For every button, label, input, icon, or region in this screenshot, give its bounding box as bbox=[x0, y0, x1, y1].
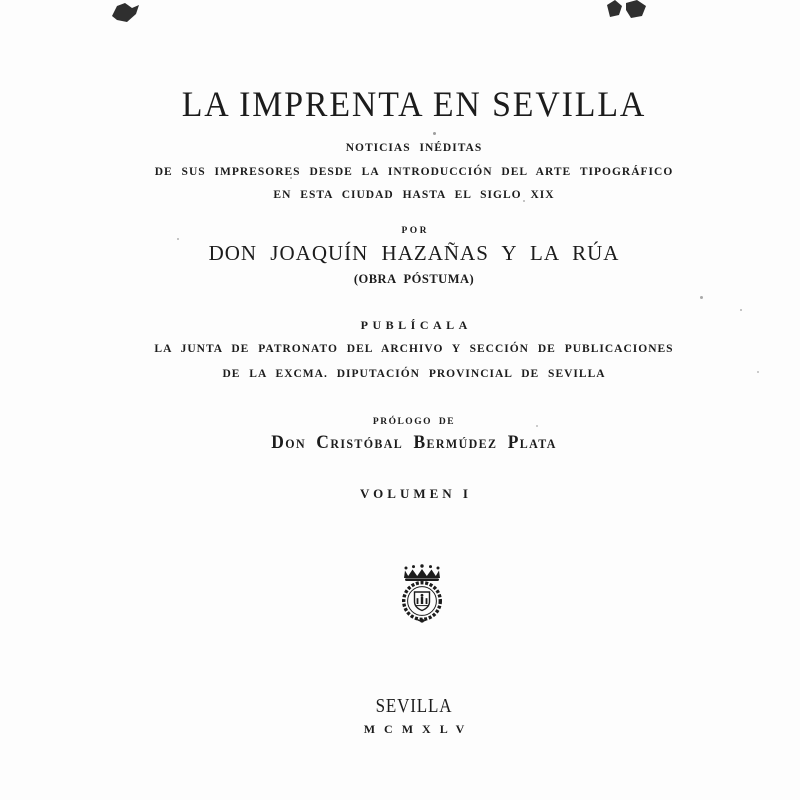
seville-crest-emblem-icon bbox=[396, 564, 448, 624]
author-name: DON JOAQUÍN HAZAÑAS Y LA RÚA bbox=[208, 241, 620, 265]
ink-smudge-top-right bbox=[606, 0, 648, 23]
scan-speck bbox=[177, 238, 179, 240]
publisher-line-1: LA JUNTA DE PATRONATO DEL ARCHIVO Y SECCIÓN DE PUBLICACIONES bbox=[154, 343, 674, 355]
subtitle-line-1: NOTICIAS INÉDITAS bbox=[345, 142, 483, 154]
imprint-year: MCMXLV bbox=[363, 722, 474, 736]
ink-smudge-top-left bbox=[112, 3, 142, 23]
subtitle-line-2: DE SUS IMPRESORES DESDE LA INTRODUCCIÓN DEL ARTE TIPOGRÁFICO bbox=[154, 166, 674, 178]
book-title: LA IMPRENTA EN SEVILLA bbox=[181, 84, 647, 124]
scan-speck bbox=[433, 132, 436, 135]
prologue-label: PRÓLOGO DE bbox=[372, 417, 456, 427]
scan-speck bbox=[700, 296, 703, 299]
byline-label: POR bbox=[401, 226, 430, 236]
volume-label: VOLUMEN I bbox=[360, 486, 472, 501]
imprint-city: SEVILLA bbox=[375, 695, 453, 717]
subtitle-line-3: EN ESTA CIUDAD HASTA EL SIGLO XIX bbox=[273, 189, 555, 201]
prologue-author-name: Don Cristóbal Bermúdez Plata bbox=[271, 432, 557, 453]
author-note: (OBRA PÓSTUMA) bbox=[353, 272, 475, 286]
publisher-heading: PUBLÍCALA bbox=[360, 318, 472, 332]
publisher-line-2: DE LA EXCMA. DIPUTACIÓN PROVINCIAL DE SEVILLA bbox=[222, 368, 606, 380]
scan-speck bbox=[740, 309, 742, 311]
